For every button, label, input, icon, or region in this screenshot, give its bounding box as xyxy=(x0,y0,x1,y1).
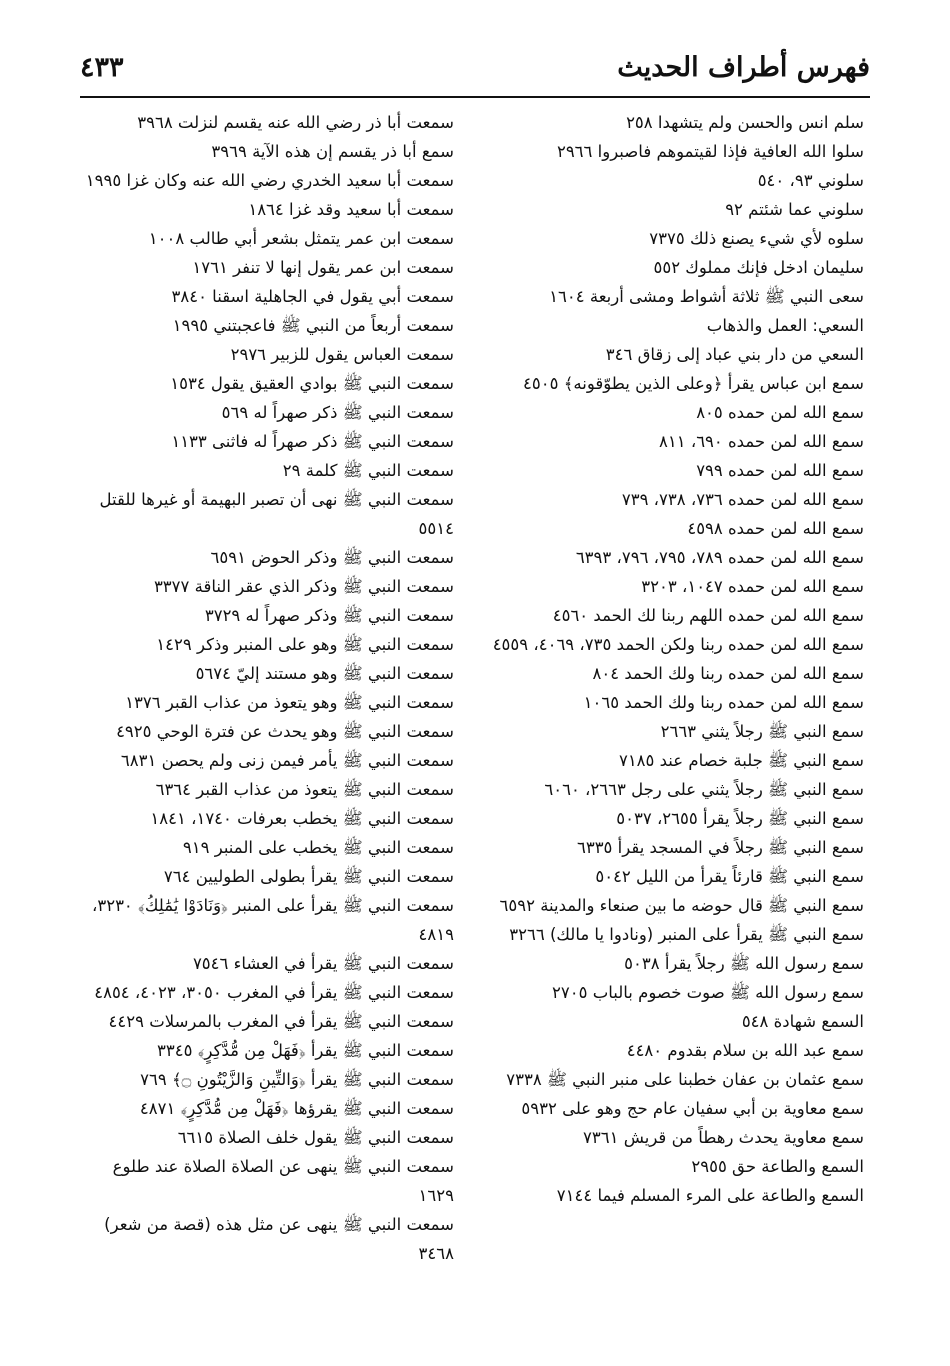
index-entry: سمع النبي ﷺ يقرأ على المنبر (ونادوا يا مالك) ٣٢٦٦ xyxy=(509,925,864,944)
index-entry: سمع الله لمن حمده ١٠٤٧، ٣٢٠٣ xyxy=(641,577,864,596)
index-entry: سلوني ٩٣، ٥٤٠ xyxy=(757,171,864,190)
index-entry: سمعت النبي ﷺ ذكر صهراً له فاثنى ١١٣٣ xyxy=(171,432,454,451)
index-entry: سمعت النبي ﷺ ذكر صهراً له ٥٦٩ xyxy=(221,403,454,422)
index-entry: سمعت النبي ﷺ يقرأ في العشاء ٧٥٤٦ xyxy=(192,954,454,973)
index-entry: سمع الله لمن حمده اللهم ربنا لك الحمد ٤٥٦٠ xyxy=(552,606,864,625)
index-entry: سمع النبي ﷺ قال حوضه ما بين صنعاء والمدينة ٦٥٩٢ xyxy=(499,896,864,915)
index-entry: سمعت النبي ﷺ كلمة ٢٩ xyxy=(282,461,454,480)
index-entry: سمعت أربعاً من النبي ﷺ فاعجبتني ١٩٩٥ xyxy=(172,316,454,335)
page-title: فهرس أطراف الحديث xyxy=(617,52,870,83)
page-header xyxy=(80,52,870,98)
index-entry: سمعت ابن عمر يتمثل بشعر أبي طالب ١٠٠٨ xyxy=(148,229,454,248)
index-column-right xyxy=(484,108,864,1210)
index-column-left xyxy=(74,108,454,1268)
index-entry: سمع الله لمن حمده ربنا ولكن الحمد ٧٣٥، ٤٠٦٩، ٤٥٥٩ xyxy=(492,635,864,654)
index-entry: سمع النبي ﷺ جلبة خصام عند ٧١٨٥ xyxy=(618,751,864,770)
index-entry: سلوني عما شئتم ٩٢ xyxy=(725,200,864,219)
index-entry: سمعت ابن عمر يقول إنها لا تنفر ١٧٦١ xyxy=(192,258,454,277)
index-entry: سمع النبي ﷺ رجلاً في المسجد يقرأ ٦٣٣٥ xyxy=(576,838,864,857)
index-entry: سمع معاوية يحدث رهطاً من قريش ٧٣٦١ xyxy=(583,1128,864,1147)
index-entry: سمع الله لمن حمده ٦٩٠، ٨١١ xyxy=(659,432,864,451)
index-entry: سمعت النبي ﷺ يقرأ ﴿وَالتِّينِ وَالزَّيْتُونِ ۝﴾ ٧٦٩ xyxy=(140,1070,454,1089)
index-entry: سمعت العباس يقول للزبير ٢٩٧٦ xyxy=(230,345,454,364)
index-entry: سمعت النبي ﷺ يخطب بعرفات ١٧٤٠، ١٨٤١ xyxy=(150,809,454,828)
index-entry: سمع عثمان بن عفان خطبنا على منبر النبي ﷺ ٧٣٣٨ xyxy=(506,1070,864,1089)
index-entry: سمعت النبي ﷺ يقرأ في المغرب ٣٠٥٠، ٤٠٢٣، ٤٨٥٤ xyxy=(94,983,454,1002)
index-entry: سمعت النبي ﷺ نهى أن تصبر البهيمة أو غيرها للقتل ٥٥١٤ xyxy=(99,490,454,538)
index-entry: سمع النبي ﷺ رجلاً يقرأ ٢٦٥٥، ٥٠٣٧ xyxy=(616,809,864,828)
index-entry: السمع والطاعة على المرء المسلم فيما ٧١٤٤ xyxy=(556,1186,864,1205)
index-entry: سمع النبي ﷺ رجلاً يثني ٢٦٦٣ xyxy=(660,722,864,741)
index-entry: سمع النبي ﷺ قارئاً يقرأ من الليل ٥٠٤٢ xyxy=(595,867,864,886)
index-entry: السمع شهادة ٥٤٨ xyxy=(741,1012,864,1031)
index-entry: سمعت النبي ﷺ وذكر الحوض ٦٥٩١ xyxy=(210,548,454,567)
index-entry: سمع الله لمن حمده ربنا ولك الحمد ١٠٦٥ xyxy=(583,693,864,712)
index-entry: السعي: العمل والذهاب xyxy=(706,316,864,335)
index-entry: السعي من دار بني عباد إلى زقاق ٣٤٦ xyxy=(605,345,864,364)
index-entry: سمع الله لمن حمده ٧٩٩ xyxy=(696,461,864,480)
index-entry: سمعت النبي ﷺ يقول خلف الصلاة ٦٦١٥ xyxy=(177,1128,454,1147)
index-entry: سمعت أبا ذر رضي الله عنه يقسم لنزلت ٣٩٦٨ xyxy=(137,113,454,132)
index-entry: سمع الله لمن حمده ربنا ولك الحمد ٨٠٤ xyxy=(592,664,864,683)
index-entry: السمع والطاعة حق ٢٩٥٥ xyxy=(691,1157,864,1176)
index-entry: سمع الله لمن حمده ٧٨٩، ٧٩٥، ٧٩٦، ٦٣٩٣ xyxy=(575,548,864,567)
index-entry: سمعت النبي ﷺ ينهى عن مثل هذه (قصة من شعر) ٣٤٦٨ xyxy=(104,1215,454,1263)
index-entry: سمع رسول الله ﷺ رجلاً يقرأ ٥٠٣٨ xyxy=(624,954,864,973)
index-entry: سمعت النبي ﷺ يأمر فيمن زنى ولم يحصن ٦٨٣١ xyxy=(120,751,454,770)
index-entry: سمع رسول الله ﷺ صوت خصوم بالباب ٢٧٠٥ xyxy=(552,983,864,1002)
index-entry: سمع الله لمن حمده ٤٥٩٨ xyxy=(687,519,864,538)
index-entry: سمع ابن عباس يقرأ ﴿وعلى الذين يطوّقونه﴾ ٤٥٠٥ xyxy=(523,374,864,393)
index-entry: سمع أبا ذر يقسم إن هذه الآية ٣٩٦٩ xyxy=(211,142,454,161)
index-entry: سمعت النبي ﷺ يتعوذ من عذاب القبر ٦٣٦٤ xyxy=(155,780,454,799)
index-entry: سمعت أبا سعيد وقد غزا ١٨٦٤ xyxy=(248,200,454,219)
index-entry: سمعت النبي ﷺ وهو على المنبر وذكر ١٤٢٩ xyxy=(156,635,454,654)
index-entry: سمعت النبي ﷺ وذكر الذي عقر الناقة ٣٣٧٧ xyxy=(153,577,454,596)
index-entry: سمعت النبي ﷺ يقرأ ﴿فَهَلْ مِن مُّدَّكِرٍ﴾ ٣٣٤٥ xyxy=(157,1041,454,1060)
index-entry: سمعت النبي ﷺ ينهى عن الصلاة الصلاة عند طلوع ١٦٢٩ xyxy=(112,1157,454,1205)
index-entry: سمعت أبا سعيد الخدري رضي الله عنه وكان غزا ١٩٩٥ xyxy=(85,171,454,190)
index-entry: سمعت النبي ﷺ يخطب على المنبر ٩١٩ xyxy=(182,838,454,857)
index-entry: سمع عبد الله بن سلام بقدوم ٤٤٨٠ xyxy=(626,1041,864,1060)
index-entry: سمعت النبي ﷺ وذكر صهراً له ٣٧٢٩ xyxy=(204,606,454,625)
index-entry: سلم انس والحسن ولم يتشهدا ٢٥٨ xyxy=(626,113,864,132)
index-entry: سمعت النبي ﷺ يقرأ على المنبر ﴿وَنَادَوْا يَٰمَٰلِكُ﴾ ٣٢٣٠، ٤٨١٩ xyxy=(92,896,454,944)
index-entry: سعى النبي ﷺ ثلاثة أشواط ومشى أربعة ١٦٠٤ xyxy=(549,287,864,306)
index-entry: سمعت النبي ﷺ بوادي العقيق يقول ١٥٣٤ xyxy=(170,374,454,393)
header-rule xyxy=(80,96,870,98)
index-entry: سمعت النبي ﷺ وهو يتعوذ من عذاب القبر ١٣٧٦ xyxy=(125,693,454,712)
index-entry: سمع معاوية بن أبي سفيان عام حج وهو على ٥٩٣٢ xyxy=(521,1099,864,1118)
index-entry: سلوا الله العافية فإذا لقيتموهم فاصبروا ٢٩٦٦ xyxy=(556,142,864,161)
index-entry: سمعت أبي يقول في الجاهلية اسقنا ٣٨٤٠ xyxy=(171,287,454,306)
index-entry: سمعت النبي ﷺ يقرؤها ﴿فَهَلْ مِن مُّدَّكِرٍ﴾ ٤٨٧١ xyxy=(139,1099,454,1118)
index-entry: سمعت النبي ﷺ يقرأ بطولى الطوليين ٧٦٤ xyxy=(163,867,454,886)
index-entry: سمع الله لمن حمده ٨٠٥ xyxy=(696,403,864,422)
index-entry: سمع الله لمن حمده ٧٣٦، ٧٣٨، ٧٣٩ xyxy=(621,490,864,509)
index-entry: سمعت النبي ﷺ وهو مستند إليّ ٥٦٧٤ xyxy=(195,664,454,683)
index-entry: سمعت النبي ﷺ وهو يحدث عن فترة الوحي ٤٩٢٥ xyxy=(116,722,454,741)
page-number: ٤٣٣ xyxy=(80,52,124,83)
index-entry: سمع النبي ﷺ رجلاً يثني على رجل ٢٦٦٣، ٦٠٦٠ xyxy=(544,780,864,799)
index-entry: سلوه لأي شيء يصنع ذلك ٧٣٧٥ xyxy=(649,229,864,248)
index-entry: سمعت النبي ﷺ يقرأ في المغرب بالمرسلات ٤٤٢٩ xyxy=(108,1012,454,1031)
index-entry: سليمان ادخل فإنك مملوك ٥٥٢ xyxy=(653,258,864,277)
